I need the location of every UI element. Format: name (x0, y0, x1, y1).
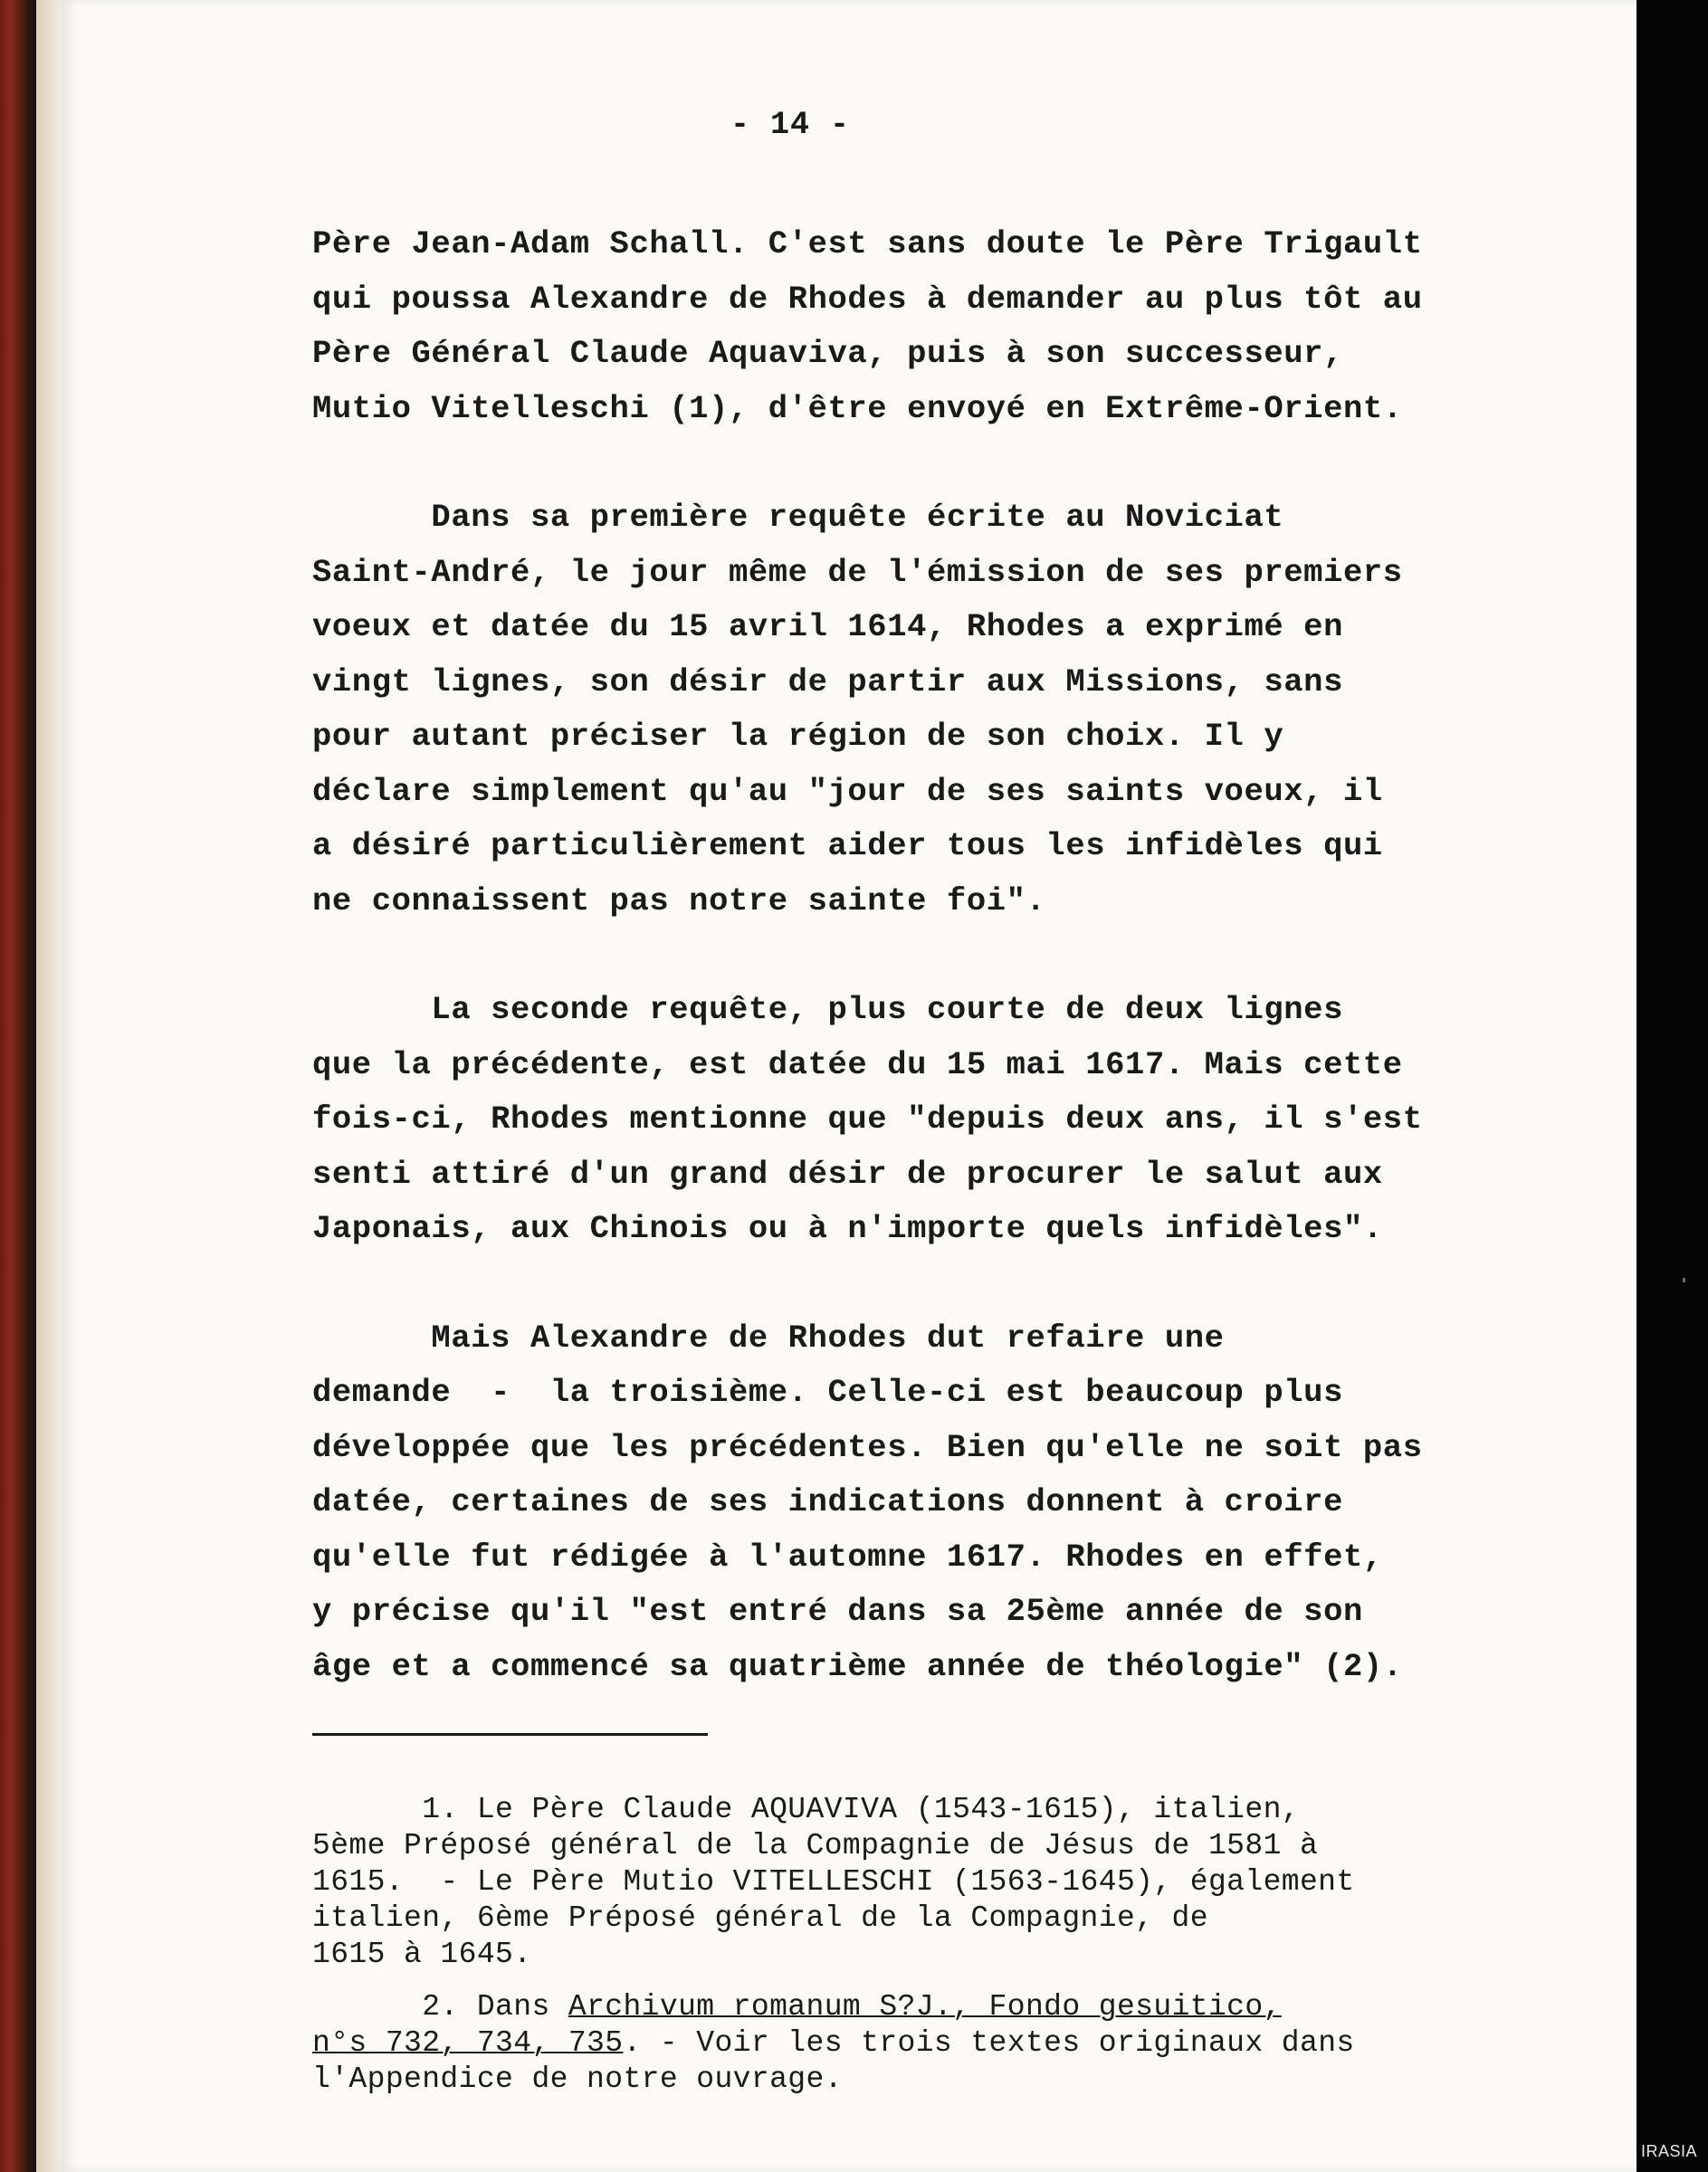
text-line: senti attiré d'un grand désir de procurer le salut aux (312, 1155, 1383, 1193)
text-line: a désiré particulièrement aider tous les infidèles qui (312, 827, 1383, 864)
document-numbers: n°s 732, 734, 735 (312, 2026, 624, 2060)
text-line: datée, certaines de ses indications donnent à croire (312, 1483, 1343, 1520)
text-line: Saint-André, le jour même de l'émission de ses premiers (312, 553, 1403, 591)
watermark: IRASIA (1640, 2142, 1697, 2160)
footnote-2-continuation: . - Voir les trois textes originaux dans (623, 2026, 1355, 2060)
paragraph-1 (312, 217, 1566, 436)
footnote-line: 1615. - Le Père Mutio VITELLESCHI (1563-1645), également (312, 1865, 1355, 1899)
text-line: pour autant préciser la région de son choix. Il y (312, 718, 1284, 755)
binding-gutter (0, 0, 36, 2172)
text-line: vingt lignes, son désir de partir aux Missions, sans (312, 662, 1343, 700)
paragraph-gap (312, 929, 1566, 983)
text-line: La seconde requête, plus courte de deux lignes (312, 991, 1343, 1028)
text-line: Mais Alexandre de Rhodes dut refaire une (312, 1319, 1225, 1357)
text-line: développée que les précédentes. Bien qu'elle ne soit pas (312, 1428, 1423, 1466)
text-line: Mutio Vitelleschi (1), d'être envoyé en Extrême-Orient. (312, 389, 1403, 427)
text-line: âge et a commencé sa quatrième année de théologie" (2). (312, 1647, 1403, 1685)
paragraph-3 (312, 983, 1566, 1257)
text-line: Père Jean-Adam Schall. C'est sans doute le Père Trigault (312, 225, 1423, 262)
text-line: fois-ci, Rhodes mentionne que "depuis deux ans, il s'est (312, 1100, 1423, 1138)
facing-page-edge (36, 0, 63, 2172)
text-line: Dans sa première requête écrite au Noviciat (312, 499, 1284, 536)
paragraph-4 (312, 1311, 1566, 1695)
paragraph-2 (312, 491, 1566, 929)
text-line: Père Général Claude Aquaviva, puis à son successeur, (312, 335, 1343, 372)
archive-reference: Archivum romanum S?J., Fondo gesuitico, (568, 1990, 1282, 2024)
text-line: qu'elle fut rédigée à l'automne 1617. Rhodes en effet, (312, 1538, 1383, 1576)
footnote-line: italien, 6ème Préposé général de la Compagnie, de (312, 1901, 1208, 1935)
ink-speck (1683, 1278, 1685, 1282)
footnote-line: l'Appendice de notre ouvrage. (312, 2062, 843, 2096)
footnote-2 (312, 1989, 1579, 2098)
text-line: qui poussa Alexandre de Rhodes à demander au plus tôt au (312, 280, 1423, 318)
footnote-line: 1615 à 1645. (312, 1938, 532, 1971)
text-line: demande - la troisième. Celle-ci est beaucoup plus (312, 1374, 1343, 1411)
footnote-2-lead: 2. Dans (312, 1990, 568, 2024)
footnote-line (312, 1989, 1579, 2025)
body-text (312, 217, 1566, 1694)
footnote-1 (312, 1792, 1579, 1973)
text-line: que la précédente, est datée du 15 mai 1617. Mais cette (312, 1045, 1403, 1083)
footnote-line: 5ème Préposé général de la Compagnie de Jésus de 1581 à (312, 1829, 1319, 1862)
text-line: déclare simplement qu'au "jour de ses saints voeux, il (312, 772, 1383, 810)
footnote-line: 1. Le Père Claude AQUAVIVA (1543-1615), italien, (312, 1793, 1300, 1826)
page-number: - 14 - (730, 107, 851, 143)
footnote-separator (312, 1733, 708, 1736)
footnotes (312, 1792, 1579, 2098)
text-line: Japonais, aux Chinois ou à n'importe quels infidèles". (312, 1210, 1383, 1247)
footnote-line (312, 2025, 1579, 2062)
text-line: ne connaissent pas notre sainte foi". (312, 881, 1046, 919)
paragraph-gap (312, 436, 1566, 491)
paragraph-gap (312, 1257, 1566, 1311)
footnote-gap (312, 1973, 1579, 1989)
text-line: voeux et datée du 15 avril 1614, Rhodes a exprimé en (312, 608, 1343, 645)
text-line: y précise qu'il "est entré dans sa 25ème année de son (312, 1593, 1363, 1630)
